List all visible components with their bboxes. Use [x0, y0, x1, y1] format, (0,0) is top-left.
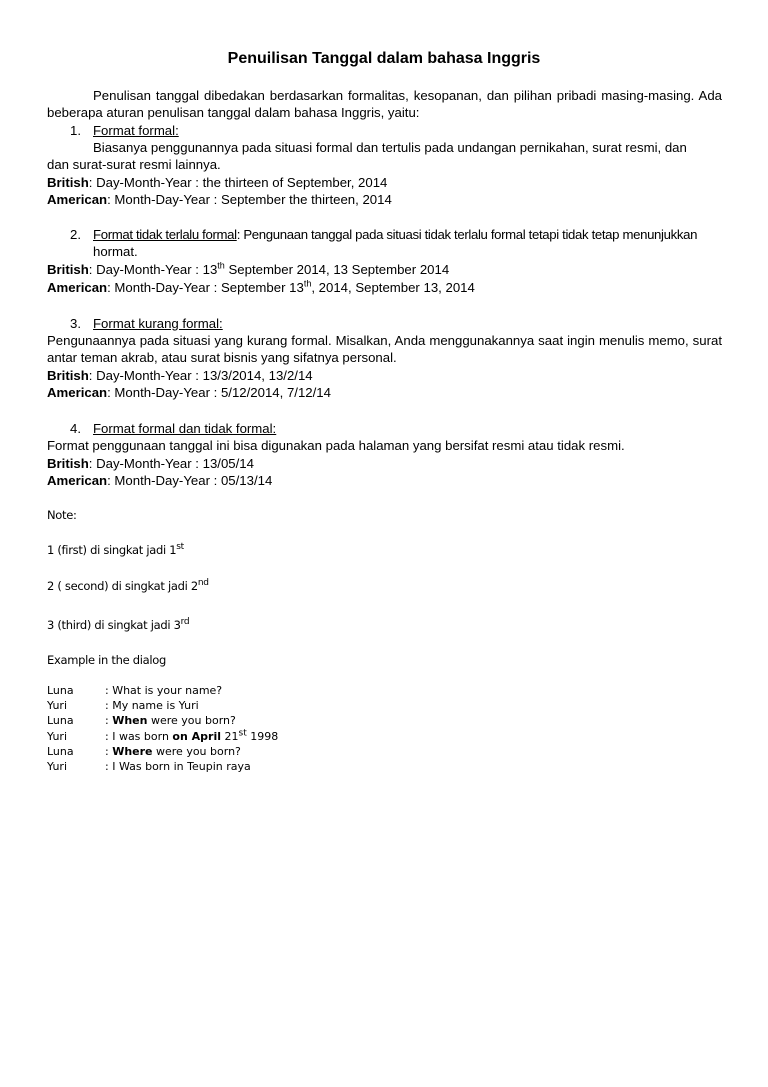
section-4-british: British: Day-Month-Year : 13/05/14	[47, 456, 254, 471]
document-page: Penuilisan Tanggal dalam bahasa Inggris Penulisan tanggal dibedakan berdasarkan formalitas, kesopanan, dan pilihan pribadi masing-masing. Ada beberapa aturan penulisan tanggal dalam bahasa Inggris, yaitu: 1. Format formal: Biasanya penggunannya pada situasi formal dan tertulis pada undangan pernikahan, surat resmi, dan dan surat-surat resmi lainnya. British: Day-Month-Year : the thirteen of September, 2014 American: Month-Day-Year : September the thirteen, 2014 2. Format tidak terlalu formal: Pengunaan tanggal pada situasi tidak terlalu formal tetapi tidak tetap menunjukkan hormat. British: Day-Month-Year : 13th September 2014, 13 September 2014 American: Month-Day-Year : September 13th, 2014, September 13, 2014 3. Format kurang formal: Pengunaannya pada situasi yang kurang formal. Misalkan, Anda menggunakannya saat ingin menulis memo, surat antar teman akrab, atau surat bisnis yang sifatnya personal. British: Day-Month-Year : 13/3/2014, 13/2/14 American: Month-Day-Year : 5/12/2014, 7/12/14 4. Format formal dan tidak formal: Format penggunaan tanggal ini bisa digunakan pada halaman yang bersifat resmi atau tidak resmi. British: Day-Month-Year : 13/05/14 American: Month-Day-Year : 05/13/14 Note: 1 (first) di singkat jadi 1st 2 ( second) di singkat jadi 2nd 3 (third) di singkat jadi 3rd Example in the dialog Luna : What is your name? Yuri : My name is Yuri Luna : When were you born? Yuri : I was born on April 21st 1998 Luna : Where were you born? Yuri : I Was born in Teupin raya	[0, 0, 768, 1087]
intro-paragraph: Penulisan tanggal dibedakan berdasarkan formalitas, kesopanan, dan pilihan pribadi masing-masing. Ada beberapa aturan penulisan tanggal dalam bahasa Inggris, yaitu:	[47, 88, 722, 120]
section-3-number: 3.	[70, 316, 81, 331]
section-3-heading: Format kurang formal:	[93, 316, 223, 331]
note-label: Note:	[47, 508, 77, 522]
section-1-desc: Biasanya penggunannya pada situasi formal dan tertulis pada undangan pernikahan, surat resmi, dan	[93, 140, 687, 155]
section-2-american: American: Month-Day-Year : September 13th, 2014, September 13, 2014	[47, 278, 475, 295]
section-1-number: 1.	[70, 123, 81, 138]
section-1-american: American: Month-Day-Year : September the thirteen, 2014	[47, 192, 392, 207]
section-3-british: British: Day-Month-Year : 13/3/2014, 13/2/14	[47, 368, 313, 383]
note-item-2: 2 ( second) di singkat jadi 2nd	[47, 578, 209, 593]
section-3-desc: Pengunaannya pada situasi yang kurang formal. Misalkan, Anda menggunakannya saat ingin menulis memo, surat antar teman akrab, atau surat bisnis yang sifatnya personal.	[47, 333, 722, 365]
section-4-american: American: Month-Day-Year : 05/13/14	[47, 473, 273, 488]
note-item-3: 3 (third) di singkat jadi 3rd	[47, 617, 190, 632]
section-2-heading-cont: hormat.	[93, 244, 138, 259]
section-2-heading-line: Format tidak terlalu formal: Pengunaan tanggal pada situasi tidak terlalu formal tetapi tidak tetap menunjukkan	[93, 227, 698, 242]
section-1-heading: Format formal:	[93, 123, 179, 138]
note-item-1: 1 (first) di singkat jadi 1st	[47, 542, 184, 557]
section-2-number: 2.	[70, 227, 81, 242]
section-4-number: 4.	[70, 421, 81, 436]
document-title: Penuilisan Tanggal dalam bahasa Inggris	[227, 50, 541, 67]
section-1-desc-cont: dan surat-surat resmi lainnya.	[47, 157, 221, 172]
section-4-heading: Format formal dan tidak formal:	[93, 421, 277, 436]
example-label: Example in the dialog	[47, 653, 166, 667]
section-2-heading: Format tidak terlalu formal	[93, 227, 237, 242]
section-2-british: British: Day-Month-Year : 13th September 2014, 13 September 2014	[47, 260, 450, 277]
section-3-american: American: Month-Day-Year : 5/12/2014, 7/12/14	[47, 385, 331, 400]
section-4-desc: Format penggunaan tanggal ini bisa digunakan pada halaman yang bersifat resmi atau tidak resmi.	[47, 438, 625, 453]
section-1-british: British: Day-Month-Year : the thirteen of September, 2014	[47, 175, 388, 190]
